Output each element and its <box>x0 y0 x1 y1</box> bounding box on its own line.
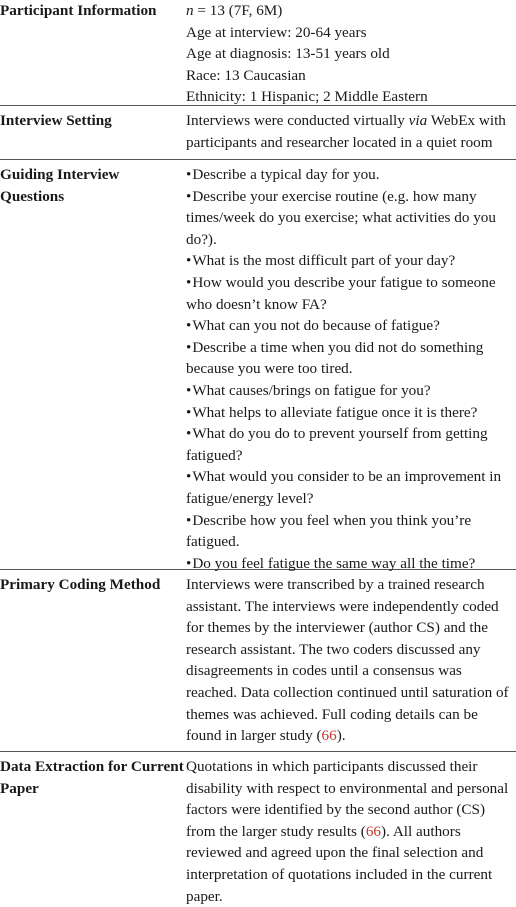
row-label: Guiding Interview Questions <box>0 166 120 205</box>
info-line: Ethnicity: 1 Hispanic; 2 Middle Eastern <box>186 88 428 106</box>
n-symbol: n <box>186 2 194 19</box>
row-content <box>186 756 516 907</box>
row-label: Primary Coding Method <box>0 576 161 593</box>
row-data-extraction <box>0 752 516 907</box>
question-item: • What helps to alleviate fatigue once it is there? <box>186 402 512 424</box>
extraction-text-end: ). All authors reviewed and agreed upon the final selection and interpretation of quotations included in the current paper. <box>186 822 493 905</box>
question-item: • Describe your exercise routine (e.g. how many times/week do you exercise; what activities do you do?). <box>186 186 512 251</box>
reference-link[interactable]: 66 <box>321 727 337 745</box>
question-item: • Describe how you feel when you think you’re fatigued. <box>186 510 512 553</box>
reference-link[interactable]: 66 <box>365 822 382 840</box>
row-participant-information <box>0 0 516 106</box>
question-item: • What would you consider to be an improvement in fatigue/energy level? <box>186 466 512 509</box>
info-line: Age at interview: 20-64 years <box>186 23 367 41</box>
setting-text-italic: via <box>408 112 428 129</box>
info-line: Race: 13 Caucasian <box>186 66 306 84</box>
question-item: • Describe a typical day for you. <box>186 164 512 186</box>
extraction-text: Quotations in which participants discussed their disability with respect to environmental and personal factors were identified by the second author (CS) from the larger study results ( <box>186 758 509 840</box>
n-value: = 13 (7F, 6M) <box>193 2 283 19</box>
question-item: • What is the most difficult part of your day? <box>186 250 512 272</box>
row-content <box>186 110 516 153</box>
row-label: Interview Setting <box>0 112 112 129</box>
coding-text: Interviews were transcribed by a trained research assistant. The interviews were independently coded for themes by the interviewer (author CS) and the research assistant. The two coders discussed any disagreements in codes until a consensus was reached. Data collection continued until saturation of themes was achieved. Full coding details can be found in larger study ( <box>186 576 509 745</box>
row-interview-setting <box>0 106 516 160</box>
question-item: • What can you not do because of fatigue? <box>186 315 512 337</box>
question-item: • Describe a time when you did not do something because you were too tired. <box>186 337 512 380</box>
setting-text-after: WebEx with participants and researcher located in a quiet room <box>186 112 506 151</box>
row-guiding-questions <box>0 160 516 570</box>
row-label: Participant Information <box>0 2 157 19</box>
info-line: Age at diagnosis: 13-51 years old <box>186 45 390 63</box>
row-content <box>186 0 516 108</box>
question-item: • What causes/brings on fatigue for you? <box>186 380 512 402</box>
question-item: • What do you do to prevent yourself from getting fatigued? <box>186 423 512 466</box>
setting-text-before: Interviews were conducted virtually <box>186 112 409 129</box>
row-content <box>186 574 516 747</box>
question-item: • How would you describe your fatigue to someone who doesn’t know FA? <box>186 272 512 315</box>
row-label: Data Extraction for Current Paper <box>0 758 184 797</box>
coding-text-end: ). <box>336 727 346 745</box>
question-item: • Do you feel fatigue the same way all the time? <box>186 553 512 575</box>
sample-size-line <box>186 0 512 22</box>
row-primary-coding-method <box>0 570 516 752</box>
row-content <box>186 164 516 574</box>
